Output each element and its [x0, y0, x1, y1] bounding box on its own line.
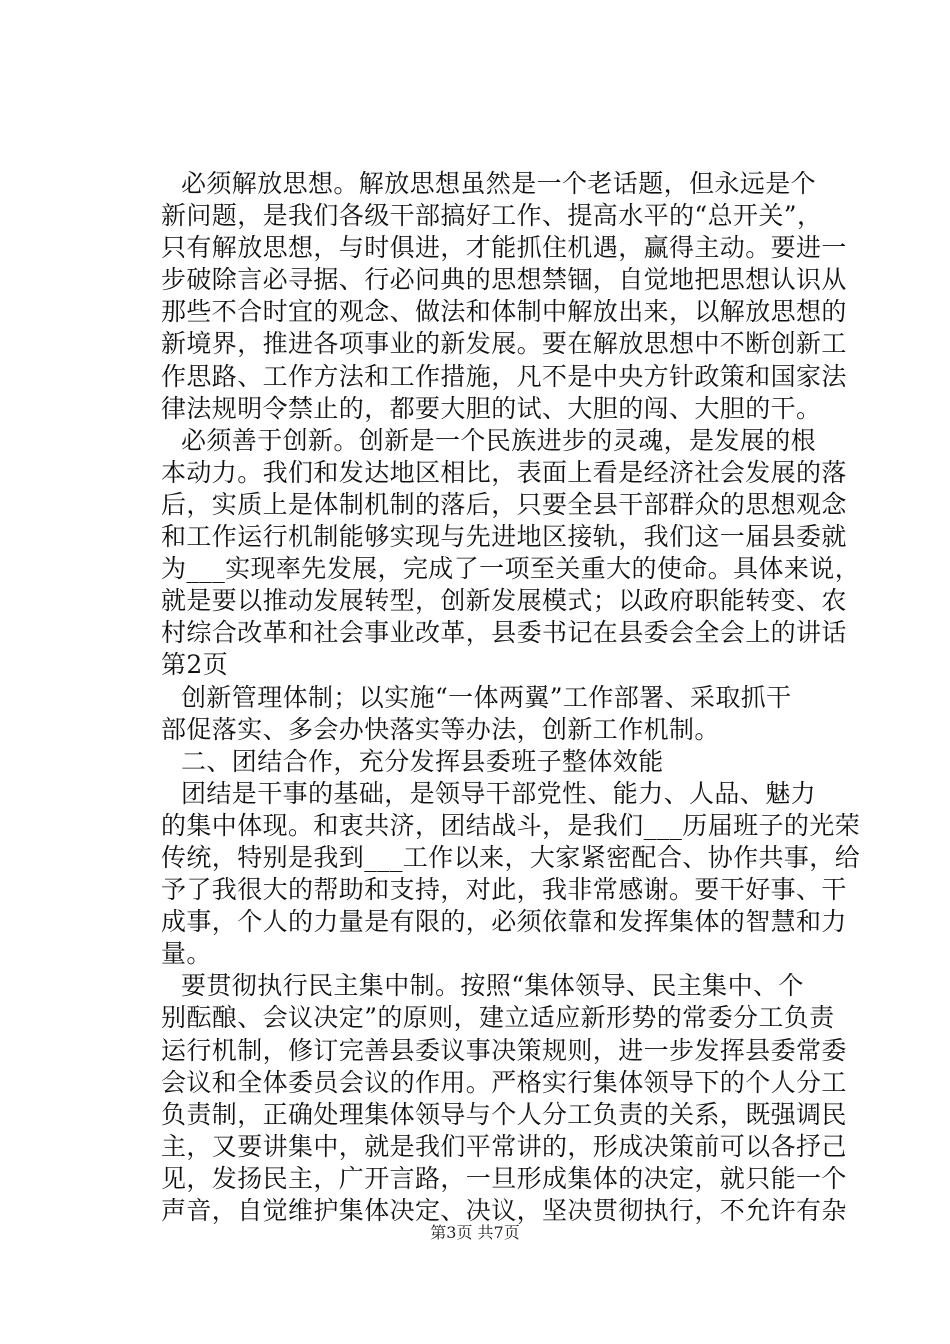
text-line: 声音，自觉维护集体决定、决议，坚决贯彻执行，不允许有杂 — [161, 1196, 847, 1225]
text-line: 见，发扬民主，广开言路，一旦形成集体的决定，就只能一个 — [161, 1163, 847, 1193]
text-line: 律法规明令禁止的，都要大胆的试、大胆的闯、大胆的干。 — [161, 393, 822, 423]
page-footer: 第3页 共7页 — [430, 1223, 520, 1242]
text-line: 必须善于创新。创新是一个民族进步的灵魂，是发展的根 — [181, 425, 817, 455]
text-line: 步破除言必寻据、行必问典的思想禁锢，自觉地把思想认识从 — [161, 265, 847, 295]
text-line: 创新管理体制；以实施“一体两翼”工作部署、采取抓干 — [181, 682, 792, 712]
text-line: 本动力。我们和发达地区相比，表面上看是经济社会发展的落 — [161, 457, 847, 487]
text-line: 新境界，推进各项事业的新发展。要在解放思想中不断创新工 — [161, 329, 847, 359]
document-body — [161, 168, 861, 1227]
text-line: 只有解放思想，与时俱进，才能抓住机遇，赢得主动。要进一 — [161, 233, 847, 263]
text-line: 后，实质上是体制机制的落后，只要全县干部群众的思想观念 — [161, 489, 847, 519]
text-line: 传统，特别是我到___工作以来，大家紧密配合、协作共事，给 — [161, 842, 861, 872]
text-line: 予了我很大的帮助和支持，对此，我非常感谢。要干好事、干 — [161, 875, 847, 905]
text-line: 新问题，是我们各级干部搞好工作、提高水平的“总开关”， — [161, 201, 823, 231]
text-line: 会议和全体委员会议的作用。严格实行集体领导下的个人分工 — [161, 1067, 847, 1097]
text-line: 二、团结合作，充分发挥县委班子整体效能 — [181, 746, 664, 776]
text-line: 的集中体现。和衷共济，团结战斗，是我们___历届班子的光荣 — [161, 810, 861, 840]
text-line: 为___实现率先发展，完成了一项至关重大的使命。具体来说， — [161, 554, 861, 584]
text-line: 团结是干事的基础，是领导干部党性、能力、人品、魅力 — [181, 778, 817, 808]
text-line: 运行机制，修订完善县委议事决策规则，进一步发挥县委常委 — [161, 1035, 847, 1065]
text-line: 要贯彻执行民主集中制。按照“集体领导、民主集中、个 — [181, 971, 804, 1001]
text-line: 主，又要讲集中，就是我们平常讲的，形成决策前可以各抒己 — [161, 1131, 847, 1161]
text-line: 就是要以推动发展转型，创新发展模式；以政府职能转变、农 — [161, 586, 847, 616]
text-line: 作思路、工作方法和工作措施，凡不是中央方针政策和国家法 — [161, 361, 847, 391]
text-line: 和工作运行机制能够实现与先进地区接轨，我们这一届县委就 — [161, 522, 847, 552]
text-line: 量。 — [161, 939, 212, 969]
text-line: 必须解放思想。解放思想虽然是一个老话题，但永远是个 — [181, 169, 817, 198]
text-line: 成事，个人的力量是有限的，必须依靠和发挥集体的智慧和力 — [161, 907, 847, 937]
text-line: 那些不合时宜的观念、做法和体制中解放出来，以解放思想的 — [161, 297, 847, 327]
text-line: 部促落实、多会办快落实等办法，创新工作机制。 — [161, 714, 720, 744]
text-line: 村综合改革和社会事业改革，县委书记在县委会全会上的讲话 — [161, 618, 847, 648]
text-line: 别酝酿、会议决定”的原则，建立适应新形势的常委分工负责 — [161, 1003, 835, 1033]
text-line: 第2页 — [161, 650, 229, 680]
text-line: 负责制，正确处理集体领导与个人分工负责的关系，既强调民 — [161, 1099, 847, 1129]
